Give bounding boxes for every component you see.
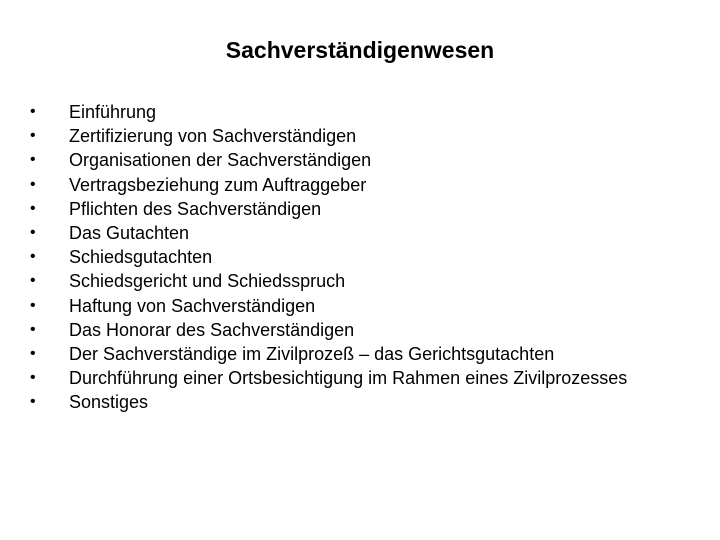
list-item — [0, 342, 720, 366]
bullet-icon: • — [30, 345, 36, 363]
bullet-icon: • — [30, 224, 36, 242]
list-item — [0, 366, 720, 390]
list-item — [0, 269, 720, 293]
list-item-text: Schiedsgutachten — [69, 247, 213, 268]
bullet-icon: • — [30, 320, 36, 338]
list-item-text: Das Honorar des Sachverständigen — [69, 319, 355, 340]
list-item-text: Der Sachverständige im Zivilprozeß – das Gerichtsgutachten — [69, 344, 555, 365]
bullet-icon: • — [30, 248, 36, 266]
bullet-icon: • — [30, 369, 36, 387]
list-item-text: Vertragsbeziehung zum Auftraggeber — [69, 174, 367, 195]
list-item-text: Sonstiges — [69, 392, 149, 413]
list-item-text: Haftung von Sachverständigen — [69, 295, 316, 316]
list-item-text: Zertifizierung von Sachverständigen — [69, 126, 357, 147]
list-item — [0, 318, 720, 342]
list-item — [0, 173, 720, 197]
list-item — [0, 124, 720, 148]
list-item — [0, 390, 720, 414]
bullet-icon: • — [30, 127, 36, 145]
bullet-icon: • — [30, 151, 36, 169]
list-item — [0, 148, 720, 172]
list-item-text: Das Gutachten — [69, 223, 190, 244]
bullet-icon: • — [30, 393, 36, 411]
slide-title: Sachverständigenwesen — [225, 37, 495, 63]
bullet-icon: • — [30, 175, 36, 193]
bullet-icon: • — [30, 296, 36, 314]
list-item — [0, 221, 720, 245]
list-item-text: Durchführung einer Ortsbesichtigung im Rahmen eines Zivilprozesses — [69, 368, 628, 389]
list-item-text: Schiedsgericht und Schiedsspruch — [69, 271, 346, 292]
bullet-icon: • — [30, 272, 36, 290]
list-item-text: Einführung — [69, 102, 157, 122]
list-item-text: Pflichten des Sachverständigen — [69, 198, 322, 219]
list-item-text: Organisationen der Sachverständigen — [69, 150, 372, 171]
list-item — [0, 294, 720, 318]
list-item — [0, 245, 720, 269]
topic-list — [0, 100, 720, 415]
bullet-icon: • — [30, 199, 36, 217]
bullet-icon: • — [30, 103, 36, 120]
list-item — [0, 100, 720, 124]
list-item — [0, 197, 720, 221]
